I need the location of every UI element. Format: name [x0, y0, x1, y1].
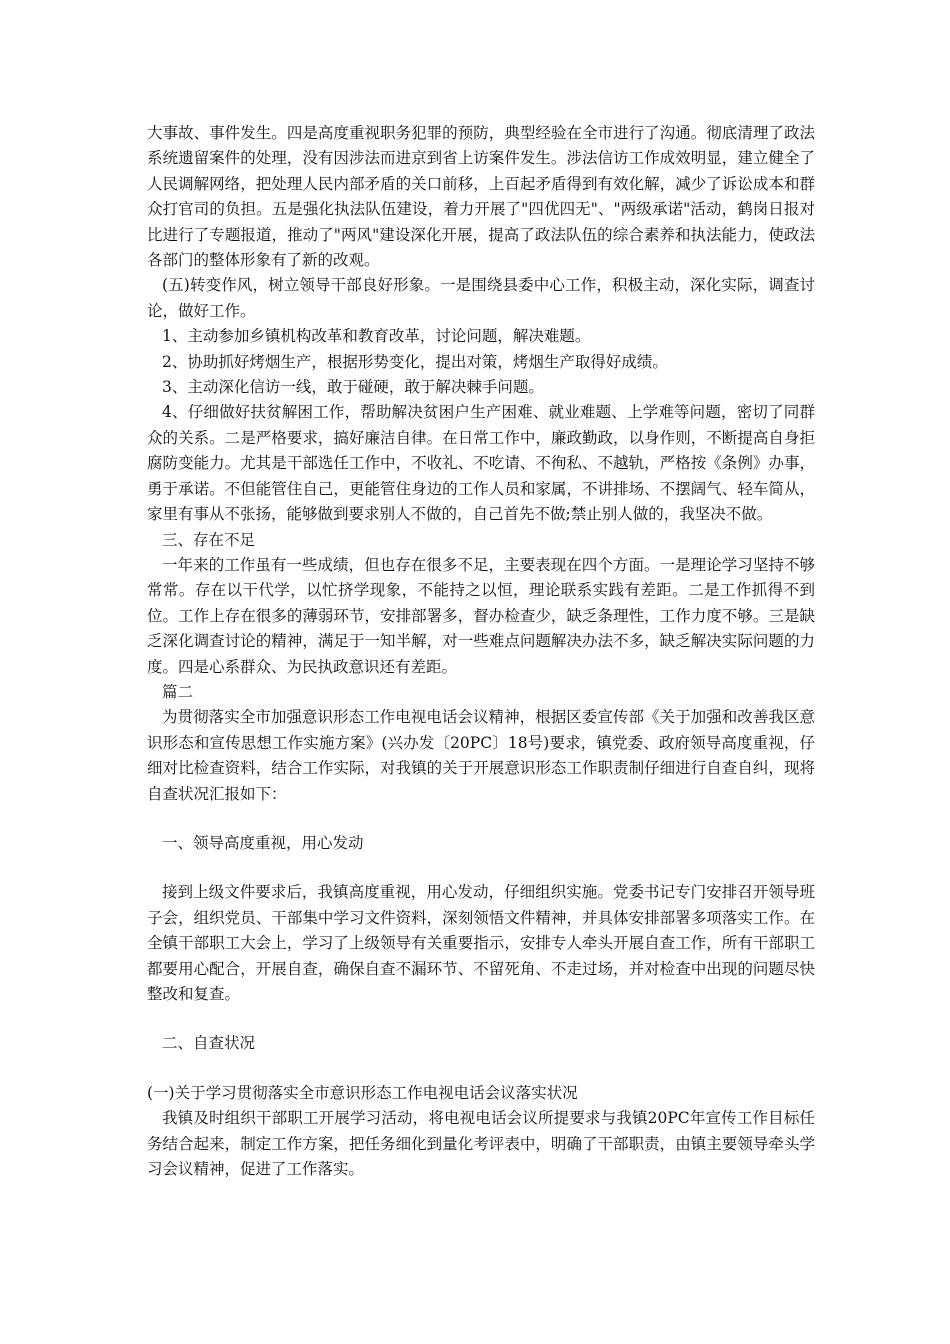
- paragraph-spacer: [147, 807, 815, 831]
- paragraph: 二、自查状况: [162, 1034, 256, 1053]
- paragraph: (一)关于学习贯彻落实全市意识形态工作电视电话会议落实状况: [147, 1083, 578, 1102]
- paragraph: 篇二: [162, 682, 194, 701]
- document-body: [147, 121, 815, 1182]
- paragraph: 三、存在不足: [162, 530, 256, 549]
- paragraph-spacer: [147, 1007, 815, 1031]
- paragraph: 大事故、事件发生。四是高度重视职务犯罪的预防，典型经验在全市进行了沟通。彻底清理了政法系统遗留案件的处理，没有因涉法而进京到省上访案件发生。涉法信访工作成效明显，建立健全了人民调解网络，把处理人民内部矛盾的关口前移，上百起矛盾得到有效化解，减少了诉讼成本和群众打官司的负担。五是强化执法队伍建设，着力开展了"四优四无"、"两级承诺"活动，鹤岗日报对比进行了专题报道，推动了"两风"建设深化开展，提高了政法队伍的综合素养和执法能力，使政法各部门的整体形象有了新的改观。: [147, 124, 815, 270]
- paragraph-spacer: [147, 1057, 815, 1081]
- paragraph: 为贯彻落实全市加强意识形态工作电视电话会议精神，根据区委宣传部《关于加强和改善我区意识形态和宣传思想工作实施方案》(兴办发〔20PC〕18号)要求，镇党委、政府领导高度重视，仔细对比检查资料，结合工作实际，对我镇的关于开展意识形态工作职责制仔细进行自查自纠，现将自查状况汇报如下：: [147, 708, 815, 803]
- paragraph: (五)转变作风，树立领导干部良好形象。一是围绕县委中心工作，积极主动，深化实际，调查讨论，做好工作。: [147, 276, 815, 320]
- paragraph: 一年来的工作虽有一些成绩，但也存在很多不足，主要表现在四个方面。一是理论学习坚持不够常常。存在以干代学，以忙挤学现象，不能持之以恒，理论联系实践有差距。二是工作抓得不到位。工作上存在很多的薄弱环节，安排部署多，督办检查少，缺乏条理性，工作力度不够。三是缺乏深化调查讨论的精神，满足于一知半解，对一些难点问题解决办法不多，缺乏解决实际问题的力度。四是心系群众、为民执政意识还有差距。: [147, 555, 815, 676]
- paragraph: 一、领导高度重视，用心发动: [162, 833, 364, 852]
- paragraph: 4、仔细做好扶贫解困工作，帮助解决贫困户生产困难、就业难题、上学难等问题，密切了同群众的关系。二是严格要求，搞好廉洁自律。在日常工作中，廉政勤政，以身作则，不断提高自身拒腐防变能力。尤其是干部选任工作中，不收礼、不吃请、不徇私、不越轨，严格按《条例》办事，勇于承诺。不但能管住自己，更能管住身边的工作人员和家属，不讲排场、不摆阔气、轻车简从，家里有事从不张扬，能够做到要求别人不做的，自己首先不做;禁止别人做的，我坚决不做。: [147, 403, 815, 524]
- paragraph: 我镇及时组织干部职工开展学习活动，将电视电话会议所提要求与我镇20PC年宣传工作目标任务结合起来，制定工作方案，把任务细化到量化考评表中，明确了干部职责，由镇主要领导牵头学习会议精神，促进了工作落实。: [147, 1109, 815, 1179]
- paragraph: 3、主动深化信访一线，敢于碰硬，敢于解决棘手问题。: [162, 378, 544, 397]
- paragraph: 2、协助抓好烤烟生产，根据形势变化，提出对策，烤烟生产取得好成绩。: [162, 352, 668, 371]
- paragraph: 1、主动参加乡镇机构改革和教育改革，讨论问题，解决难题。: [162, 327, 591, 346]
- paragraph-spacer: [147, 856, 815, 880]
- paragraph: 接到上级文件要求后，我镇高度重视，用心发动，仔细组织实施。党委书记专门安排召开领导班子会，组织党员、干部集中学习文件资料，深刻领悟文件精神，并具体安排部署多项落实工作。在全镇干部职工大会上，学习了上级领导有关重要指示，安排专人牵头开展自查工作，所有干部职工都要用心配合，开展自查，确保自查不漏环节、不留死角、不走过场，并对检查中出现的问题尽快整改和复查。: [147, 883, 815, 1003]
